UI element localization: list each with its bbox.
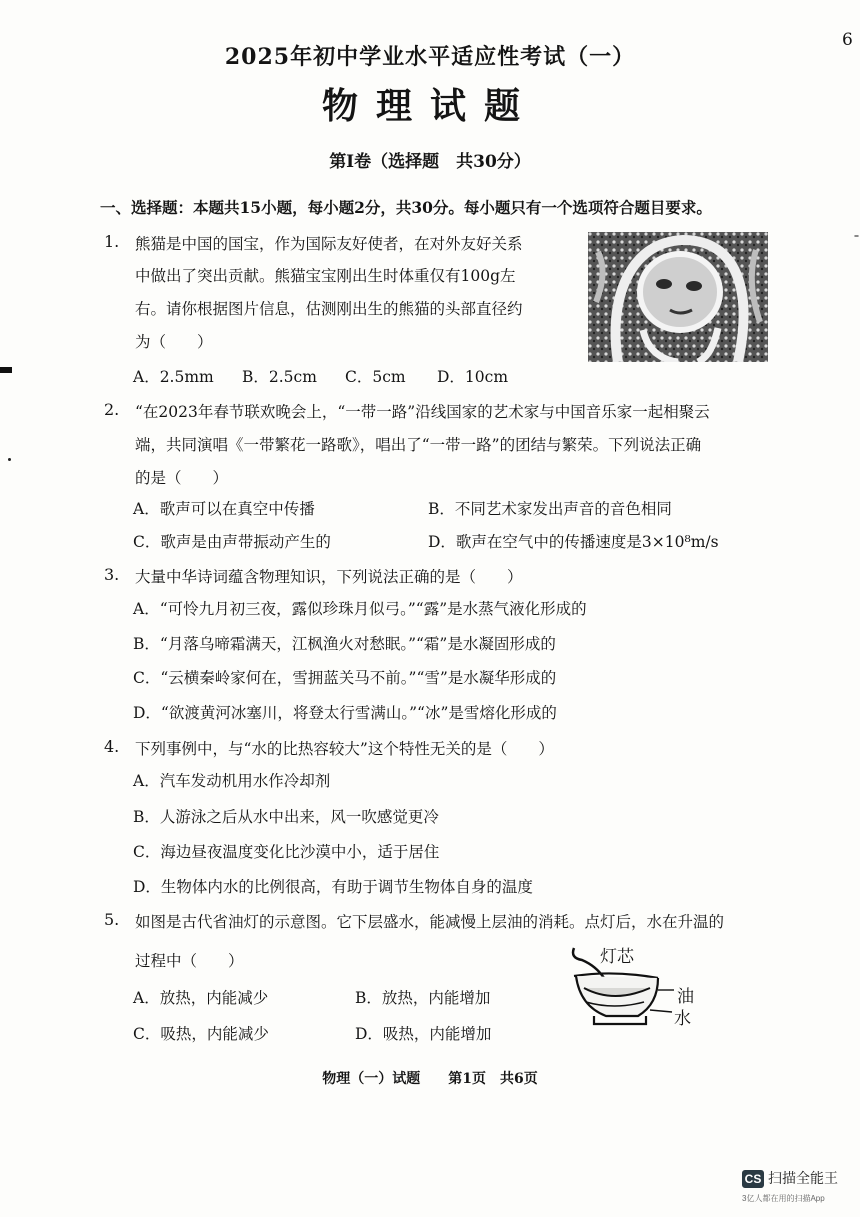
label-oil: 油 — [677, 987, 694, 1007]
option-c: C．歌声是由声带振动产生的 — [133, 533, 331, 551]
option-b: B．“月落乌啼霜满天，江枫渔火对愁眠。”“霜”是水凝固形成的 — [133, 635, 556, 653]
label-water: 水 — [674, 1009, 691, 1029]
question-text-line: 如图是古代省油灯的示意图。它下层盛水，能减慢上层油的消耗。点灯后，水在升温的 — [135, 913, 725, 931]
option-a: A．放热，内能减少 — [133, 989, 269, 1007]
option-d: D．“欲渡黄河冰塞川，将登太行雪满山。”“冰”是雪熔化形成的 — [133, 704, 557, 722]
question-text-line: 熊猫是中国的国宝，作为国际友好使者，在对外友好关系 — [135, 235, 523, 253]
oil-lamp-figure — [566, 946, 716, 1036]
question-number: 5. — [104, 910, 120, 929]
volume-heading: 第Ⅰ卷（选择题 共30分） — [329, 152, 531, 172]
question-text-line: 为（ ） — [135, 333, 213, 351]
option-d: D．生物体内水的比例很高，有助于调节生物体自身的温度 — [133, 878, 533, 896]
scan-tick: ˉ — [853, 234, 860, 250]
option-d: D．吸热，内能增加 — [355, 1025, 492, 1043]
page-footer: 物理（一）试题 第1页 共6页 — [322, 1071, 538, 1087]
scan-dot — [8, 458, 11, 461]
question-text-line: 中做出了突出贡献。熊猫宝宝刚出生时体重仅有100g左 — [135, 267, 516, 285]
panda-photo — [588, 232, 768, 362]
option-b: B．2.5cm — [242, 368, 317, 386]
option-c: C．“云横秦岭家何在，雪拥蓝关马不前。”“雪”是水凝华形成的 — [133, 669, 557, 687]
question-text-line: 端，共同演唱《一带繁花一路歌》，唱出了“一带一路”的团结与繁荣。下列说法正确 — [135, 436, 702, 454]
option-d: D．歌声在空气中的传播速度是3×10⁸m/s — [428, 533, 719, 551]
option-c: C．吸热，内能减少 — [133, 1025, 269, 1043]
camscanner-logo: CS — [742, 1170, 764, 1188]
option-b: B．人游泳之后从水中出来，风一吹感觉更冷 — [133, 808, 439, 826]
question-text-line: 的是（ ） — [135, 469, 229, 487]
question-text-line: 过程中（ ） — [135, 952, 244, 970]
option-a: A．汽车发动机用水作冷却剂 — [133, 772, 331, 790]
option-a: A．歌声可以在真空中传播 — [133, 500, 315, 518]
question-text-line: 右。请你根据图片信息，估测刚出生的熊猫的头部直径约 — [135, 300, 523, 318]
exam-title: 2025年初中学业水平适应性考试（一） — [224, 44, 636, 70]
label-wick: 灯芯 — [600, 947, 634, 967]
camscanner-name: 扫描全能王 — [768, 1170, 838, 1186]
option-b: B．不同艺术家发出声音的音色相同 — [428, 500, 672, 518]
question-number: 1. — [104, 232, 120, 251]
option-b: B．放热，内能增加 — [355, 989, 491, 1007]
question-text-line: 大量中华诗词蕴含物理知识，下列说法正确的是（ ） — [135, 568, 523, 586]
question-number: 2. — [104, 400, 120, 419]
option-d: D．10cm — [437, 368, 509, 386]
subject-title: 物理试题 — [321, 85, 538, 127]
camscanner-slogan: 3亿人都在用的扫描App — [742, 1194, 825, 1203]
page-corner-number: 6 — [842, 30, 853, 50]
option-c: C．海边昼夜温度变化比沙漠中小，适于居住 — [133, 843, 440, 861]
question-number: 4. — [104, 737, 120, 756]
question-text-line: “在2023年春节联欢晚会上，“一带一路”沿线国家的艺术家与中国音乐家一起相聚云 — [135, 403, 710, 421]
scan-mark — [0, 367, 12, 373]
section-heading: 一、选择题：本题共15小题，每小题2分，共30分。每小题只有一个选项符合题目要求。 — [100, 198, 712, 217]
question-text-line: 下列事例中，与“水的比热容较大”这个特性无关的是（ ） — [135, 740, 554, 758]
option-a: A．“可怜九月初三夜，露似珍珠月似弓。”“露”是水蒸气液化形成的 — [133, 600, 587, 618]
option-c: C．5cm — [345, 368, 406, 386]
question-number: 3. — [104, 565, 120, 584]
option-a: A．2.5mm — [133, 368, 214, 386]
